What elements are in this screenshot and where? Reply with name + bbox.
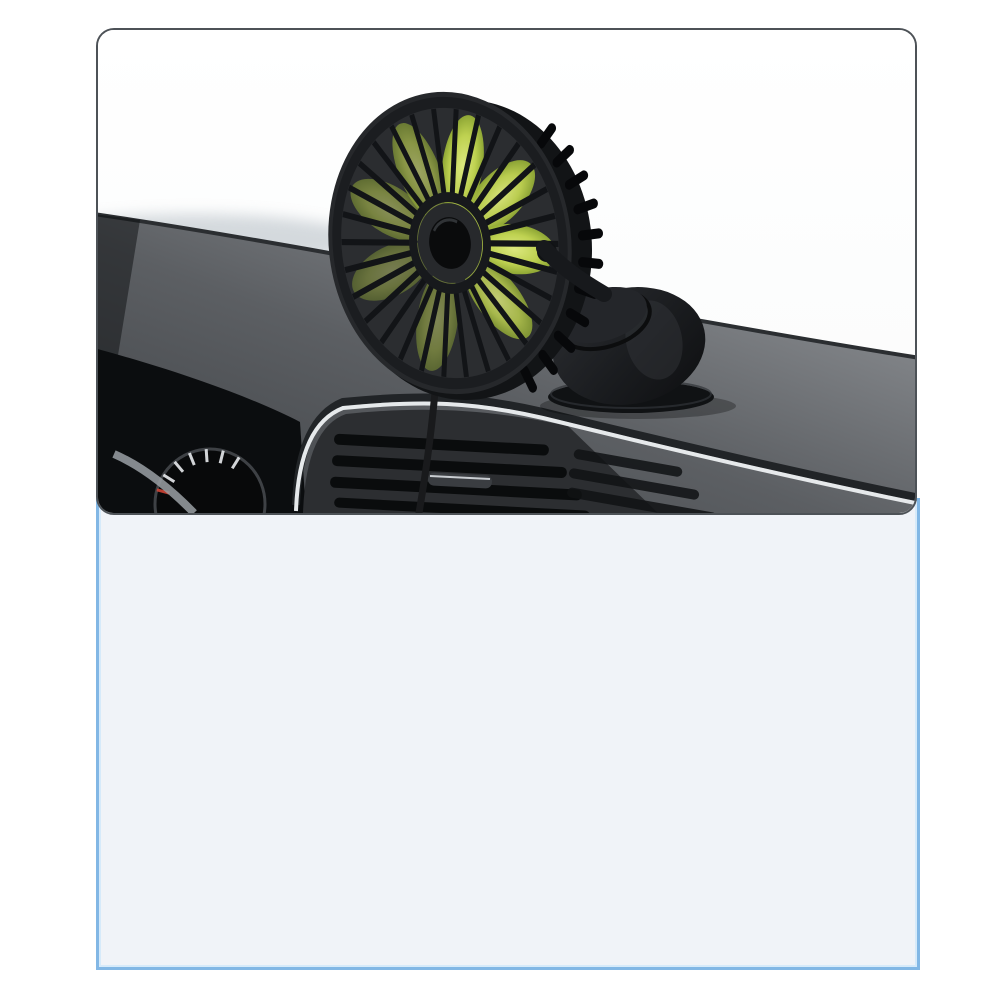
spec-panel [96,498,920,970]
product-photo [96,28,917,515]
dashboard-fan-illustration [98,30,915,513]
